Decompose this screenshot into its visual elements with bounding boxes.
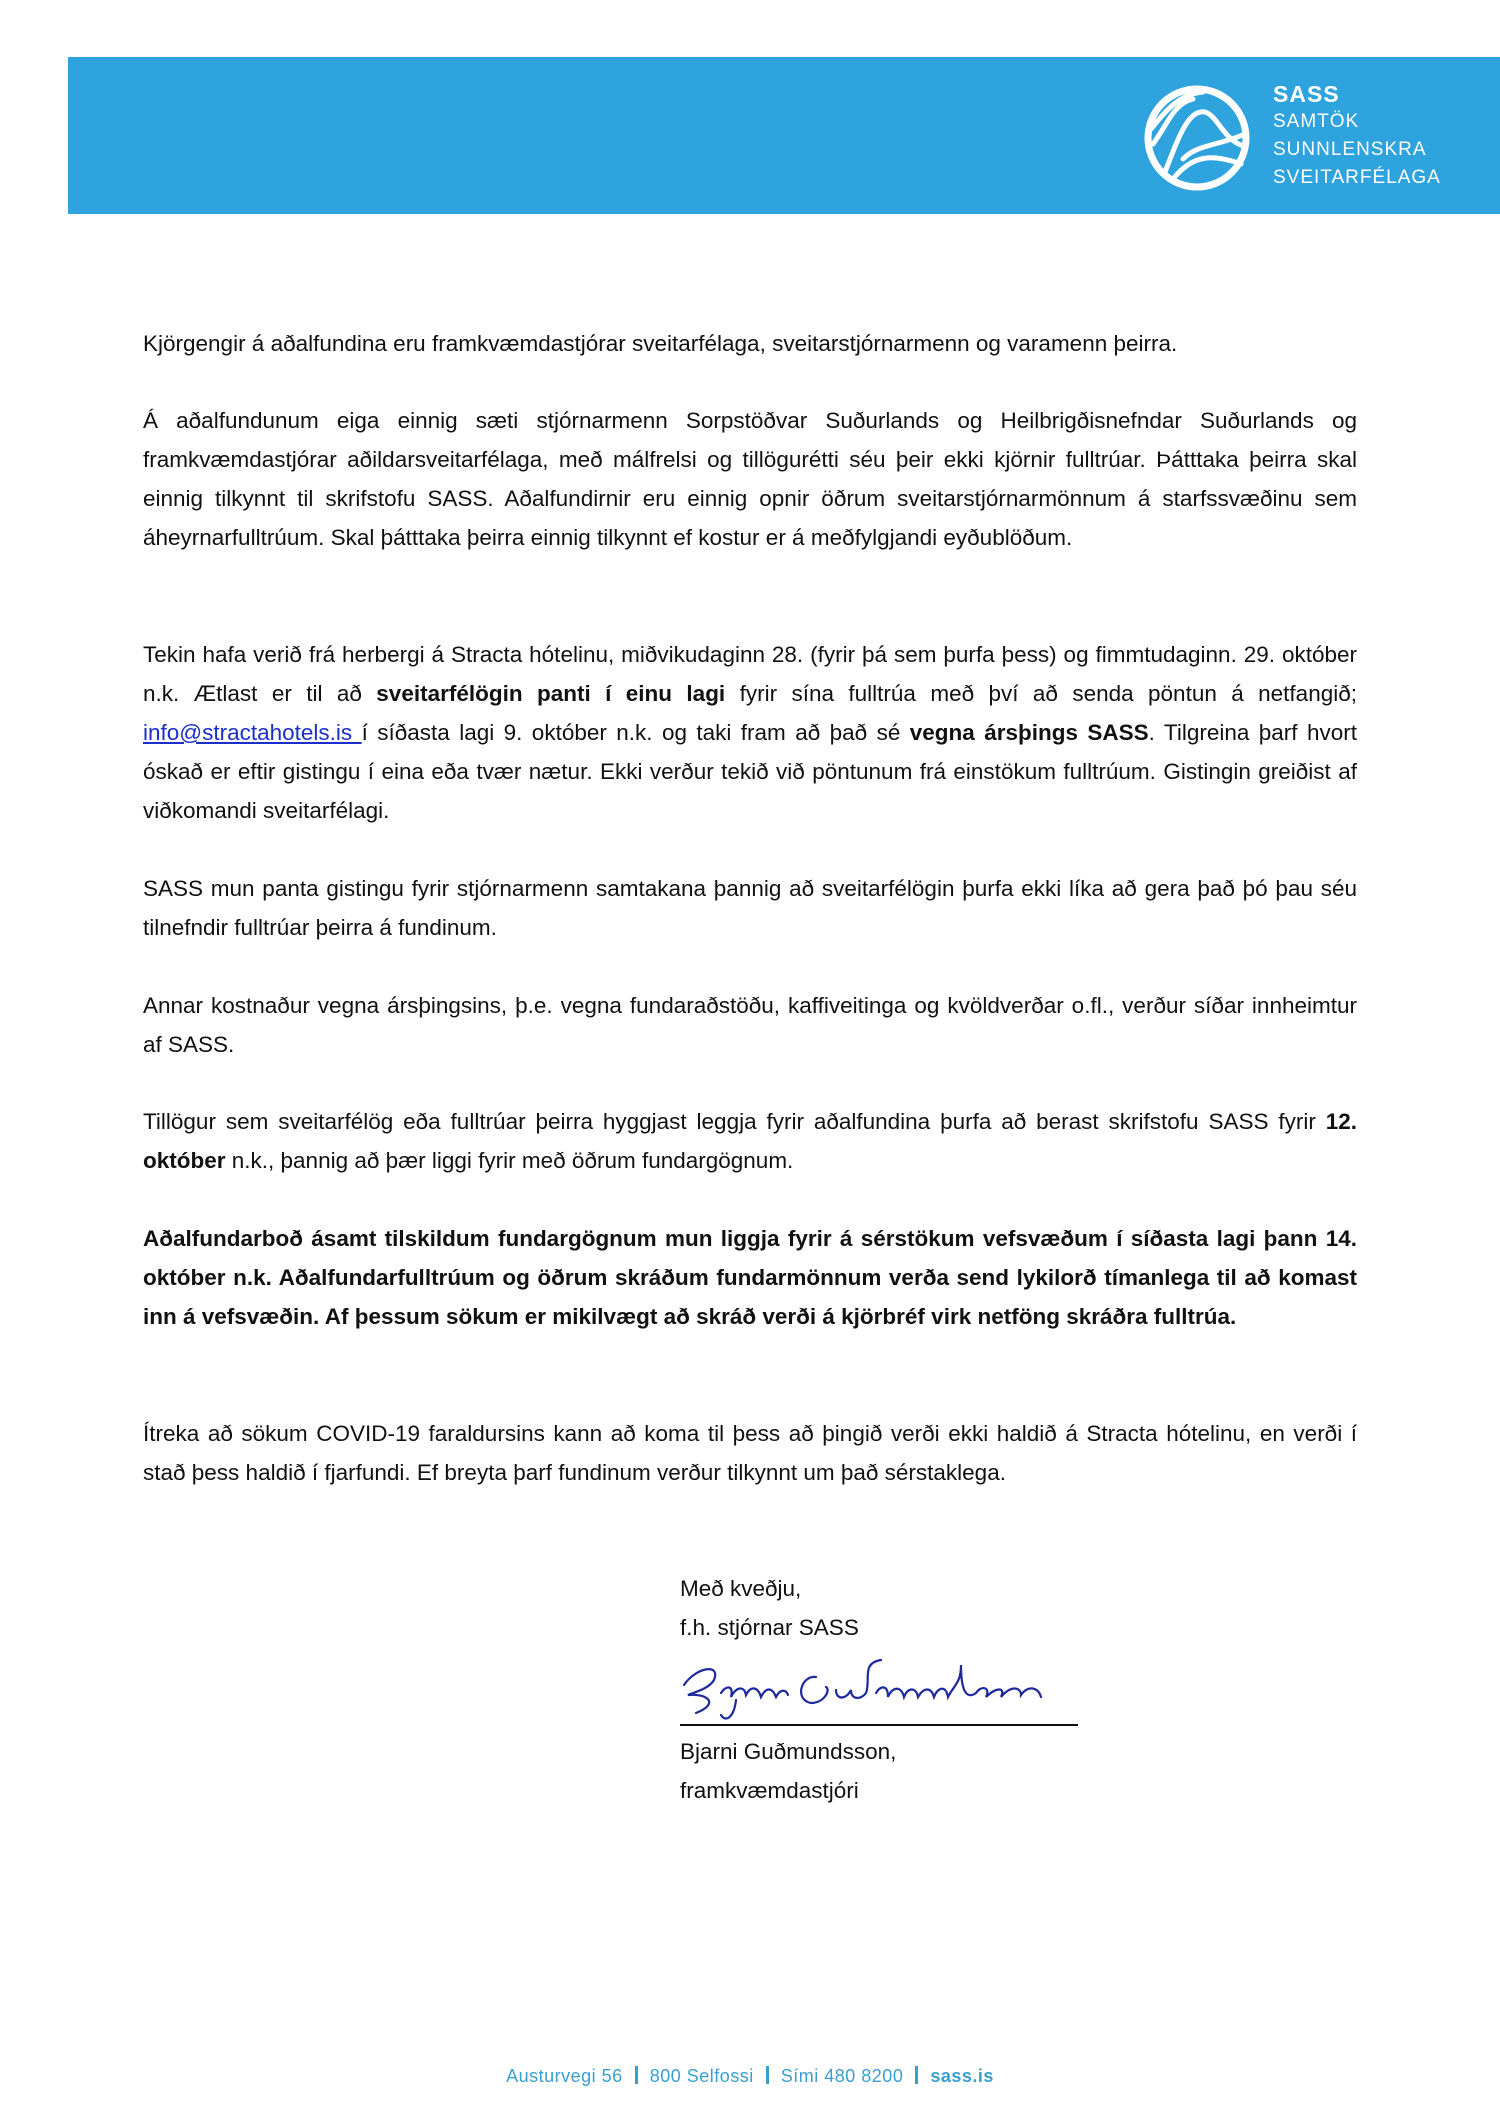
paragraph-meeting-documents: Aðalfundarboð ásamt tilskildum fundargögnum mun liggja fyrir á sérstökum vefsvæðum í síðasta lagi þann 14. október n.k. Aðalfundarfulltrúum og öðrum skráðum fundarmönnum verða send lykilorð tímanlega til að komast inn á vefsvæðin. Af þessum sökum er mikilvægt að skráð verði á kjörbréf virk netföng skráðra fulltrúa.	[143, 1226, 1357, 1329]
logo-wordmark	[1273, 80, 1441, 192]
sass-logo-icon	[1143, 84, 1251, 192]
footer-contact	[0, 2066, 1500, 2087]
divider	[766, 2066, 769, 2084]
org-name-line: SUNNLENSKRA	[1273, 139, 1427, 160]
text: Tekin hafa verið frá herbergi á Stracta hótelinu, miðvikudaginn 28. (fyrir þá sem þurfa þess) og fimmtudaginn. 29. október n.k. Ætlast er til að	[143, 642, 1357, 706]
paragraph-proposals	[143, 1102, 1357, 1180]
org-name-line: SVEITARFÉLAGA	[1273, 167, 1441, 188]
footer-phone: Sími 480 8200	[780, 2066, 904, 2086]
text: í síðasta lagi 9. október n.k. og taki fram að það sé	[361, 720, 910, 745]
divider	[915, 2066, 918, 2084]
org-name-line: SAMTÖK	[1273, 111, 1360, 132]
divider	[635, 2066, 638, 2084]
bold-text: sveitarfélögin panti í einu lagi	[376, 681, 726, 706]
paragraph-accommodation	[143, 635, 1357, 830]
text: n.k., þannig að þær liggi fyrir með öðrum fundargögnum.	[225, 1148, 794, 1173]
paragraph-eligibility: Kjörgengir á aðalfundina eru framkvæmdastjórar sveitarfélaga, sveitarstjórnarmenn og varamenn þeirra.	[143, 331, 1178, 356]
text: . Tilgreina þarf hvort óskað er eftir gistingu í eina eða tvær nætur. Ekki verður tekið við pöntunum frá einstökum fulltrúum. Gistingin greiðist af viðkomandi sveitarfélagi.	[143, 720, 1357, 823]
paragraph-covid: Ítreka að sökum COVID-19 faraldursins kann að koma til þess að þingið verði ekki haldið á Stracta hótelinu, en verði í stað þess haldið í fjarfundi. Ef breyta þarf fundinum verður tilkynnt um það sérstaklega.	[143, 1421, 1357, 1485]
handwritten-signature	[676, 1655, 1086, 1725]
footer-postal: 800 Selfossi	[649, 2066, 754, 2086]
org-short-name: SASS	[1273, 81, 1340, 107]
text: Tillögur sem sveitarfélög eða fulltrúar þeirra hyggjast leggja fyrir aðalfundina þurfa að berast skrifstofu SASS fyrir	[143, 1109, 1326, 1134]
bold-text: 12. október	[143, 1109, 1357, 1173]
paragraph-costs: Annar kostnaður vegna ársþingsins, þ.e. vegna fundaraðstöðu, kaffiveitinga og kvöldverðar o.fl., verður síðar innheimtur af SASS.	[143, 993, 1357, 1057]
footer-address: Austurvegi 56	[506, 2066, 623, 2086]
closing-on-behalf: f.h. stjórnar SASS	[680, 1615, 859, 1640]
email-link[interactable]: info@stractahotels.is	[143, 720, 362, 745]
footer-website-link[interactable]: sass.is	[930, 2066, 994, 2086]
text: fyrir sína fulltrúa með því að senda pöntun á netfangið;	[725, 681, 1357, 706]
signer-name: Bjarni Guðmundsson,	[680, 1739, 897, 1764]
signature-line	[680, 1724, 1078, 1726]
paragraph-seats: Á aðalfundunum eiga einnig sæti stjórnarmenn Sorpstöðvar Suðurlands og Heilbrigðisnefndar Suðurlands og framkvæmdastjórar aðildarsveitarfélaga, með málfrelsi og tillögurétti séu þeir ekki kjörnir fulltrúar. Þátttaka þeirra skal einnig tilkynnt til skrifstofu SASS. Aðalfundirnir eru einnig opnir öðrum sveitarstjórnarmönnum á starfssvæðinu sem áheyrnarfulltrúum. Skal þátttaka þeirra einnig tilkynnt ef kostur er á meðfylgjandi eyðublöðum.	[143, 408, 1357, 550]
signer-title: framkvæmdastjóri	[680, 1778, 859, 1803]
paragraph-board-lodging: SASS mun panta gistingu fyrir stjórnarmenn samtakana þannig að sveitarfélögin þurfa ekki líka að gera það þó þau séu tilnefndir fulltrúar þeirra á fundinum.	[143, 876, 1357, 940]
bold-text: vegna ársþings SASS	[909, 720, 1149, 745]
closing-greeting: Með kveðju,	[680, 1576, 802, 1601]
